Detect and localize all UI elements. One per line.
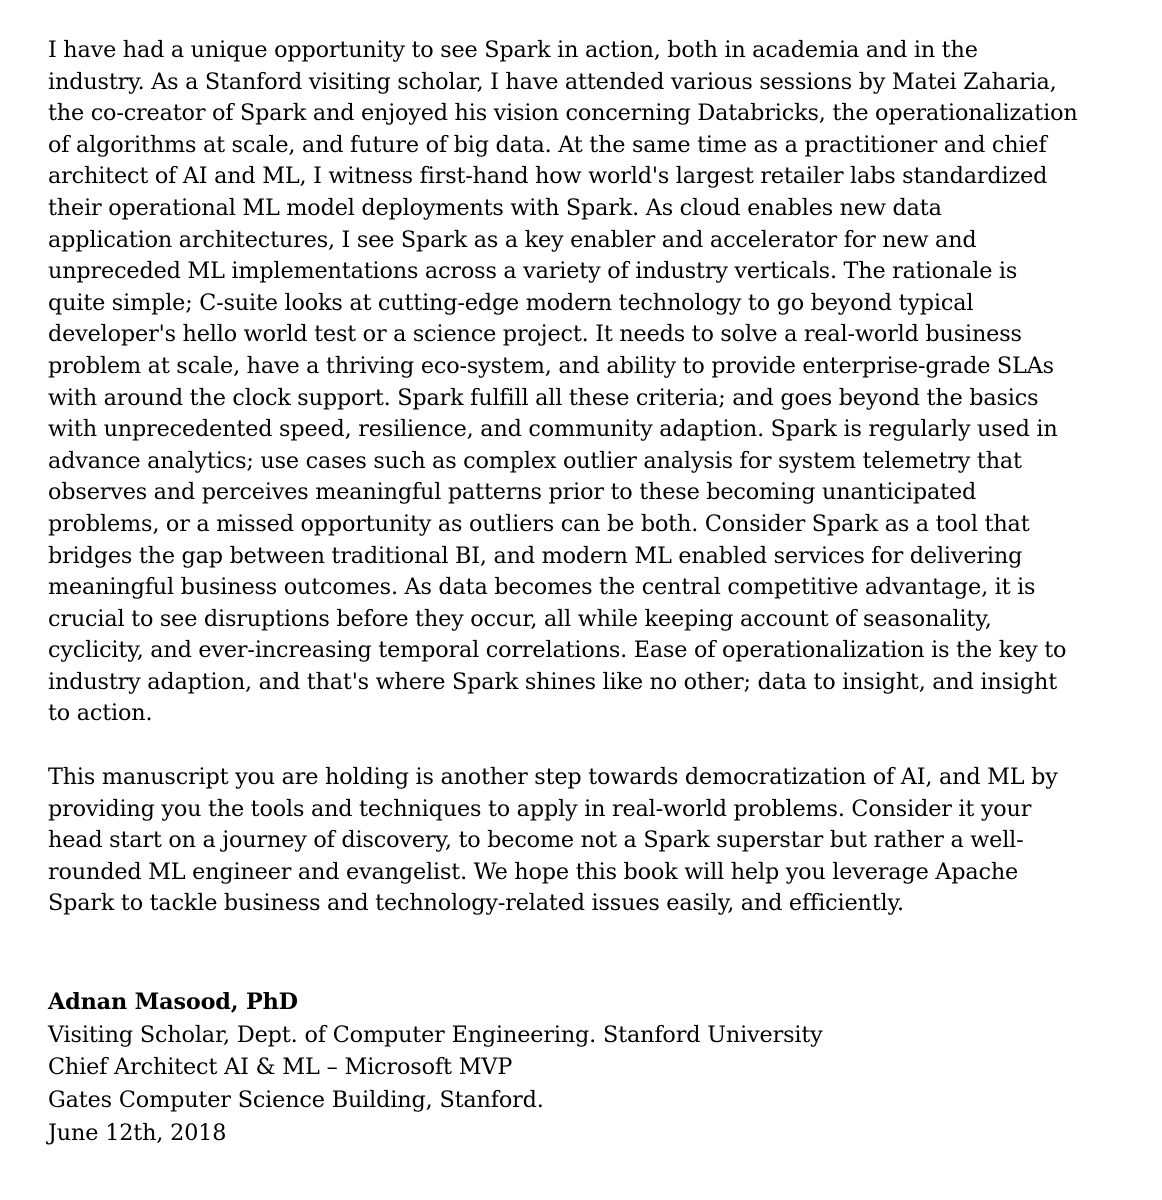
paragraph-line: architect of AI and ML, I witness first-hand how world's largest retailer labs standardized (48, 163, 1048, 190)
paragraph-line: their operational ML model deployments with Spark. As cloud enables new data (48, 194, 942, 221)
paragraph-line: of algorithms at scale, and future of big data. At the same time as a practitioner and chief (48, 131, 1047, 158)
paragraph-line: unpreceded ML implementations across a variety of industry verticals. The rationale is (48, 258, 1018, 285)
paragraph-line: quite simple; C-suite looks at cutting-edge modern technology to go beyond typical (48, 289, 974, 316)
paragraph-line: industry adaption, and that's where Spark shines like no other; data to insight, and insight (48, 668, 1058, 695)
paragraph-line: crucial to see disruptions before they occur, all while keeping account of seasonality, (48, 605, 992, 632)
paragraph-line: problems, or a missed opportunity as outliers can be both. Consider Spark as a tool that (48, 510, 1030, 537)
paragraph-line: I have had a unique opportunity to see Spark in action, both in academia and in the (48, 37, 978, 63)
paragraph-line: bridges the gap between traditional BI, and modern ML enabled services for delivering (48, 542, 1023, 569)
paragraph-line: the co-creator of Spark and enjoyed his vision concerning Databricks, the operationalization (48, 100, 1078, 127)
signature-block (48, 986, 823, 1150)
author-name: Adnan Masood, PhD (48, 989, 298, 1015)
author-role: Chief Architect AI & ML – Microsoft MVP (48, 1054, 513, 1081)
paragraph-line: developer's hello world test or a science project. It needs to solve a real-world business (48, 321, 1022, 348)
signature-date: June 12th, 2018 (48, 1119, 227, 1146)
paragraph-2 (48, 762, 1138, 920)
paragraph-line: providing you the tools and techniques to apply in real-world problems. Consider it your (48, 795, 1032, 822)
paragraph-line: This manuscript you are holding is another step towards democratization of AI, and ML by (48, 764, 1058, 791)
paragraph-line: to action. (48, 700, 153, 727)
author-title: Visiting Scholar, Dept. of Computer Engineering. Stanford University (48, 1021, 823, 1048)
paragraph-line: with unprecedented speed, resilience, and community adaption. Spark is regularly used in (48, 416, 1058, 443)
document-body (48, 35, 1138, 920)
paragraph-line: application architectures, I see Spark as a key enabler and accelerator for new and (48, 226, 977, 253)
paragraph-line: meaningful business outcomes. As data becomes the central competitive advantage, it is (48, 574, 1036, 601)
paragraph-1 (48, 35, 1138, 730)
paragraph-line: problem at scale, have a thriving eco-system, and ability to provide enterprise-grade SLAs (48, 352, 1054, 379)
paragraph-line: cyclicity, and ever-increasing temporal correlations. Ease of operationalization is the key to (48, 637, 1067, 664)
paragraph-line: with around the clock support. Spark fulfill all these criteria; and goes beyond the basics (48, 384, 1039, 411)
author-location: Gates Computer Science Building, Stanford. (48, 1087, 544, 1114)
paragraph-line: advance analytics; use cases such as complex outlier analysis for system telemetry that (48, 447, 1022, 474)
paragraph-line: rounded ML engineer and evangelist. We hope this book will help you leverage Apache (48, 858, 1019, 885)
paragraph-line: observes and perceives meaningful patterns prior to these becoming unanticipated (48, 479, 977, 506)
paragraph-line: Spark to tackle business and technology-related issues easily, and efficiently. (48, 890, 904, 917)
paragraph-line: industry. As a Stanford visiting scholar, I have attended various sessions by Matei Zaharia, (48, 68, 1057, 95)
paragraph-line: head start on a journey of discovery, to become not a Spark superstar but rather a well- (48, 827, 1024, 854)
